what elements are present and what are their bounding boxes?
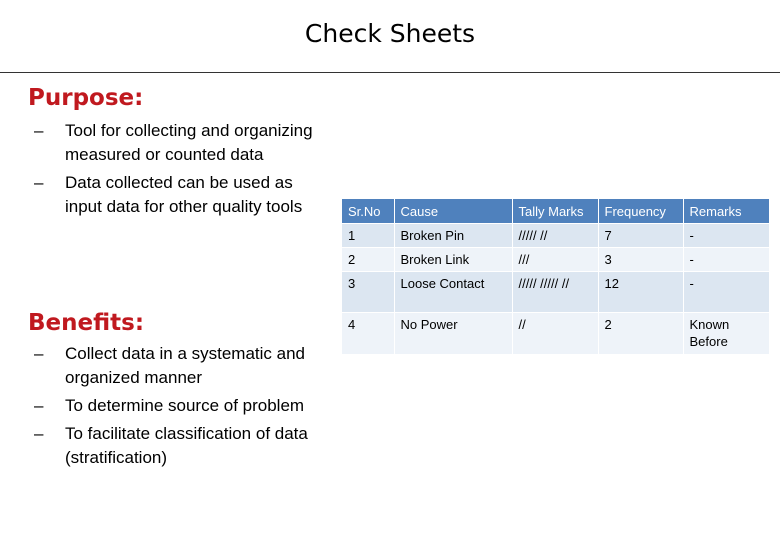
bullet-dash: – xyxy=(34,396,44,415)
header-frequency: Frequency xyxy=(598,199,683,224)
purpose-list xyxy=(34,119,334,223)
title-divider xyxy=(0,72,780,73)
cell-cause: No Power xyxy=(394,313,512,354)
header-remarks: Remarks xyxy=(683,199,769,224)
benefits-list xyxy=(34,342,334,474)
header-cause: Cause xyxy=(394,199,512,224)
benefits-item xyxy=(34,422,334,470)
benefits-item-text: To determine source of problem xyxy=(65,396,305,415)
table-row xyxy=(342,248,769,272)
cell-srno: 2 xyxy=(342,248,394,272)
table-header-row xyxy=(342,199,769,224)
cell-frequency: 2 xyxy=(598,313,683,354)
cell-frequency: 7 xyxy=(598,224,683,248)
cell-tally: // xyxy=(512,313,598,354)
cell-srno: 4 xyxy=(342,313,394,354)
cell-cause: Broken Link xyxy=(394,248,512,272)
purpose-item xyxy=(34,171,334,219)
benefits-heading: Benefits: xyxy=(28,310,145,336)
bullet-dash: – xyxy=(34,344,44,363)
header-tally: Tally Marks xyxy=(512,199,598,224)
cell-tally: ///// // xyxy=(512,224,598,248)
cell-srno: 1 xyxy=(342,224,394,248)
purpose-item-text: Tool for collecting and organizing measured or counted data xyxy=(65,121,313,164)
table-row xyxy=(342,272,769,313)
bullet-dash: – xyxy=(34,424,44,443)
table-row xyxy=(342,313,769,354)
cell-frequency: 3 xyxy=(598,248,683,272)
cell-srno: 3 xyxy=(342,272,394,313)
table-row xyxy=(342,224,769,248)
purpose-item xyxy=(34,119,334,167)
benefits-item-text: To facilitate classification of data (stratification) xyxy=(65,424,308,467)
cell-remarks: Known Before xyxy=(683,313,769,354)
cell-remarks: - xyxy=(683,272,769,313)
bullet-dash: – xyxy=(34,173,44,192)
check-sheet-table xyxy=(342,199,769,354)
purpose-item-text: Data collected can be used as input data for other quality tools xyxy=(65,173,303,216)
cell-remarks: - xyxy=(683,248,769,272)
cell-tally: /// xyxy=(512,248,598,272)
slide-title: Check Sheets xyxy=(304,19,476,48)
header-srno: Sr.No xyxy=(342,199,394,224)
cell-tally: ///// ///// // xyxy=(512,272,598,313)
benefits-item-text: Collect data in a systematic and organized manner xyxy=(65,344,306,387)
benefits-item xyxy=(34,342,334,390)
cell-remarks: - xyxy=(683,224,769,248)
purpose-heading: Purpose: xyxy=(28,85,144,111)
cell-cause: Loose Contact xyxy=(394,272,512,313)
benefits-item xyxy=(34,394,334,418)
cell-cause: Broken Pin xyxy=(394,224,512,248)
cell-frequency: 12 xyxy=(598,272,683,313)
bullet-dash: – xyxy=(34,121,44,140)
